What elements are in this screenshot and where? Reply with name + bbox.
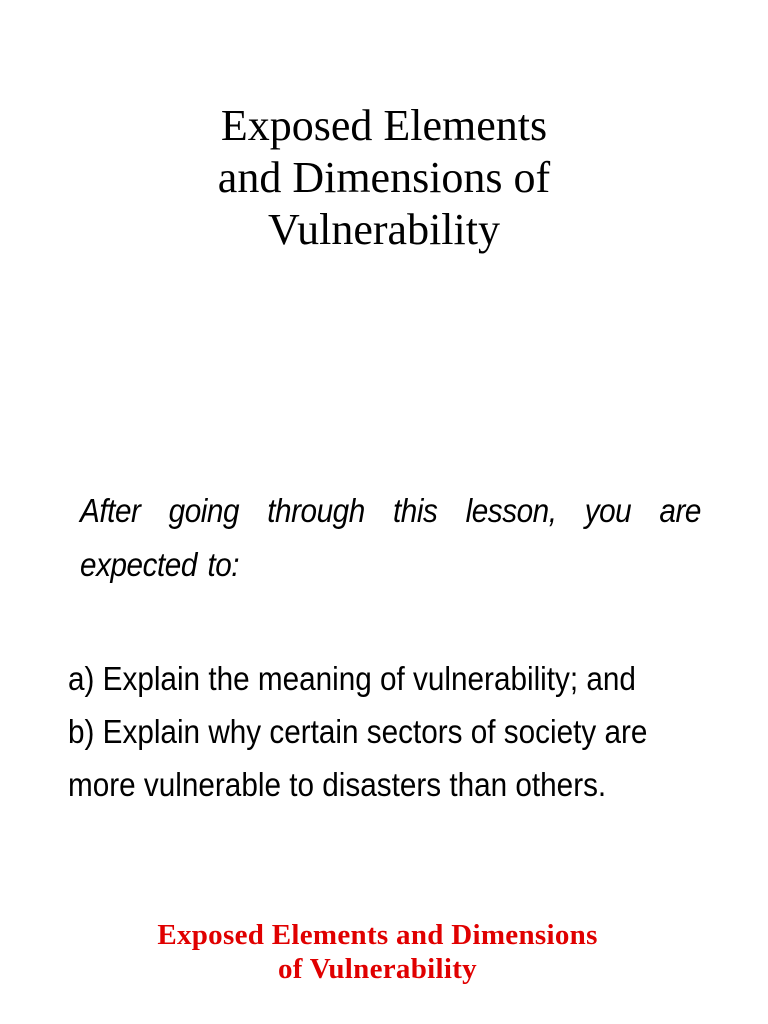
objective-item-b: b) Explain why certain sectors of society are more vulnerable to disasters than others. (68, 713, 648, 803)
objective-item-a: a) Explain the meaning of vulnerability; and (68, 660, 636, 697)
page-title (0, 100, 768, 256)
objectives-intro: After going through this lesson, you are expected to: (80, 492, 701, 583)
page-title-line-1: Exposed Elements (220, 101, 548, 150)
footer-title (0, 918, 755, 986)
page-title-line-2: and Dimensions of (217, 153, 551, 202)
page-title-line-3: Vulnerability (268, 205, 500, 254)
objectives-list (68, 652, 698, 811)
footer-title-line-1: Exposed Elements and Dimensions (157, 919, 598, 951)
footer-title-line-2: of Vulnerability (278, 953, 477, 985)
